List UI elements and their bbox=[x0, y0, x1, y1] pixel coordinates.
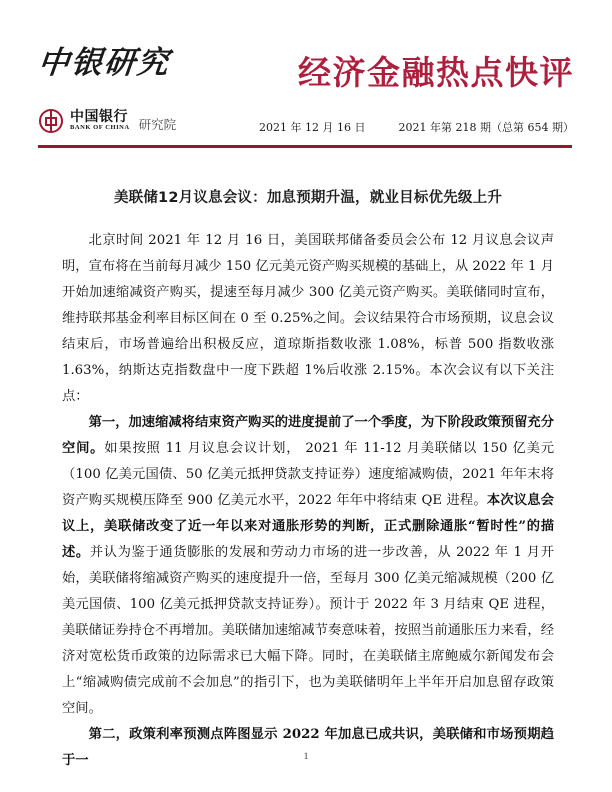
article-title: 美联储12月议息会议：加息预期升温，就业目标优先级上升 bbox=[113, 190, 503, 206]
issue-line bbox=[259, 119, 574, 135]
brand-script-logo: 中银研究 bbox=[36, 45, 172, 81]
text-run: 北京时间 2021 年 12 月 16 日，美国联邦储备委员会公布 12 月议息会议声明，宣布将在当前每月减少 150 亿元美元资产购买规模的基础上，从 2022 年 1 月开始加速缩减资产购买，提速至每月减少 300 亿美元资产购买。美联储同时宣布，维持联邦基金利率目标区间在 0 至 0.25%之间。会议结果符合市场预期，议息会议结束后，市场普遍给出积极反应，道琼斯指数收涨 1.08%，标普 500 指数收涨 1.63%，纳斯达克指数盘中一度下跌超 1%后收涨 2.15%。本次会议有以下关注点： bbox=[62, 233, 554, 405]
article-paragraphs bbox=[62, 228, 554, 774]
bank-name-chinese: 中国银行 bbox=[70, 109, 128, 126]
publication-date: 2021 年 12 月 16 日 bbox=[259, 121, 366, 134]
emphasis-run: 第二，政策利率预测点阵图显示 2022 年加息已成共识，美联储和市场预期趋于一 bbox=[62, 727, 554, 769]
bank-of-china-logo-icon bbox=[38, 108, 64, 134]
issue-number: 2021 年第 218 期（总第 654 期） bbox=[398, 121, 574, 134]
institute-label: 研究院 bbox=[138, 117, 177, 132]
page-number: 1 bbox=[303, 752, 309, 762]
bank-name-english: BANK OF CHINA bbox=[70, 124, 130, 132]
masthead bbox=[0, 0, 612, 152]
paragraph bbox=[62, 228, 554, 410]
paragraph bbox=[62, 410, 554, 722]
text-run: 并认为鉴于通货膨胀的发展和劳动力市场的进一步改善，从 2022 年 1 月开始，美联储将缩减资产购买的速度提升一倍，至每月 300 亿美元缩减规模（200 亿美元国债、100 亿美元抵押贷款支持证券）。预计于 2022 年 3 月结束 QE 进程，美联储证券持仓不再增加。美联储加速缩减节奏意味着，按照当前通胀压力来看，经济对宽松货币政策的边际需求已大幅下降。同时，在美联储主席鲍威尔新闻发布会上“缩减购债完成前不会加息”的指引下，也为美联储明年上半年开启加息留存政策空间。 bbox=[62, 545, 554, 717]
emphasis-run: 第一，加速缩减将结束资产购买的进度提前了一个季度，为下阶段政策预留充分空间。 bbox=[62, 415, 554, 457]
bank-of-china-lockup bbox=[38, 108, 176, 134]
article-body bbox=[62, 188, 554, 774]
publication-title: 经济金融热点快评 bbox=[298, 53, 574, 92]
bank-name-block bbox=[70, 110, 130, 132]
text-run: 如果按照 11 月议息会议计划， 2021 年 11-12 月美联储以 150 亿美元（100 亿美元国债、50 亿美元抵押贷款支持证券）速度缩减购债，2021 年年末将资产购买规模压降至 900 亿美元水平，2022 年年中将结束 QE 进程。 bbox=[62, 441, 554, 509]
emphasis-run: 本次议息会议上，美联储改变了近一年以来对通胀形势的判断，正式删除通胀“暂时性”的描述。 bbox=[62, 493, 555, 561]
paragraph bbox=[62, 722, 554, 774]
brand-block bbox=[36, 45, 278, 132]
masthead-divider bbox=[38, 145, 572, 148]
